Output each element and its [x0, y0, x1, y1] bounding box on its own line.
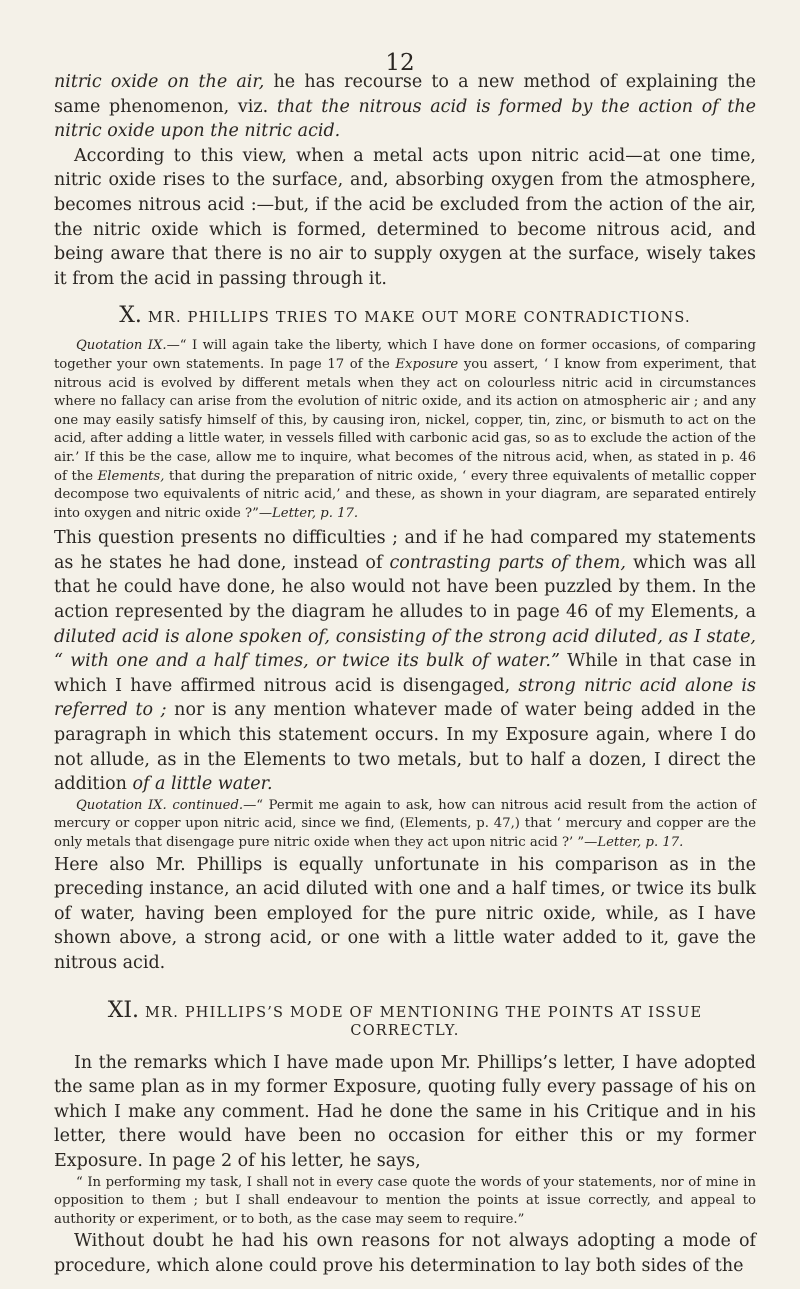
text-run: you assert, ‘ I know from experiment, that nitrous acid is evolved by different metals when they act on colourless nitric acid in circumstances where no fallacy can arise from the evolution of nitric oxide, and its action on atmospheric air ; and any one may easily satisfy himself of this, by causing iron, nickel, copper, tin, zinc, or bismuth to act on the acid, after adding a little water, in vessels filled with carbonic acid gas, so as to exclude the action of the air.’ If this be the case, allow me to inquire, what becomes of the nitrous acid, when, as stated in p. 46 of the — [54, 356, 756, 484]
paragraph-reply — [54, 526, 756, 797]
italic-phrase: nitric oxide on the air, — [54, 72, 265, 92]
section-title: MR. PHILLIPS’S MODE OF MENTIONING THE POINTS AT ISSUE CORRECTLY. — [145, 1004, 703, 1039]
paragraph-comparison: Here also Mr. Phillips is equally unfortunate in his comparison as in the preceding instance, an acid diluted with one and a half times, or twice its bulk of water, having been employed for the pure nitric oxide, while, as I have shown above, a strong acid, or one with a little water added to it, gave the nitrous acid. — [54, 854, 756, 973]
section-number: XI. — [107, 997, 140, 1023]
text-run: he has recourse to a new method of explaining the same phenomenon, viz. — [54, 72, 756, 117]
quotation-label: Quotation IX. continued. — [76, 797, 244, 813]
text-run: —“ Permit me again to ask, how can nitrous acid result from the action of mercury or copper upon nitric acid, since we find, (Elements, p. 47,) that ‘ mercury and copper are the only metals that disengage pure nitric oxide when they act upon nitric acid ?’ ”— — [54, 797, 756, 850]
quotation-source: Letter, p. 17. — [597, 835, 684, 850]
section-heading-xi — [54, 998, 756, 1039]
paragraph-view: According to this view, when a metal acts upon nitric acid—at one time, nitric oxide rises to the surface, and, absorbing oxygen from the atmosphere, becomes nitrous acid :—but, if the acid be excluded from the action of the air, the nitric oxide which is formed, determined to become nitrous acid, and being aware that there is no air to supply oxygen at the surface, wisely takes it from the acid in passing through it. — [54, 145, 756, 289]
quotation-source: Letter, p. 17. — [272, 505, 359, 521]
text-run: While in that case in which I have affirmed nitrous acid is disengaged, — [54, 651, 756, 696]
text-run: —“ I will again take the liberty, which I have done on former occasions, of comparing together your own statements. In page 17 of the — [54, 338, 756, 372]
paragraph-without-doubt: Without doubt he had his own reasons for not always adopting a mode of procedure, which alone could prove his determination to lay both sides of the — [54, 1231, 756, 1276]
text-run: which was all that he could have done, he also would not have been puzzled by them. In the action represented by the diagram he alludes to in page 46 of my Elements, a — [54, 552, 756, 623]
quotation-ix — [54, 337, 756, 523]
section-heading-x — [54, 303, 756, 328]
section-number: X. — [119, 303, 142, 329]
paragraph-continuation — [54, 70, 756, 144]
italic-title: Elements, — [97, 468, 165, 484]
italic-phrase: strong nitric acid alone is referred to ; — [54, 675, 756, 721]
italic-title: Exposure — [395, 356, 459, 372]
section-title: MR. PHILLIPS TRIES TO MAKE OUT MORE CONTRADICTIONS. — [147, 310, 691, 327]
italic-phrase: contrasting parts of them, — [389, 552, 626, 573]
italic-phrase: diluted acid is alone spoken of, consisting of the strong acid diluted, as I state, “ with one and a half times, or twice its bulk of water.” — [54, 626, 756, 672]
text-run: nor is any mention whatever made of water being added in the paragraph in which this statement occurs. In my Exposure again, where I do not allude, as in the Elements to two metals, but to half a dozen, I direct the addition — [54, 700, 756, 795]
quotation-ix-continued — [54, 797, 756, 853]
page-number: 12 — [385, 50, 415, 76]
quotation-letter: “ In performing my task, I shall not in every case quote the words of your statements, nor of mine in opposition to them ; but I shall endeavour to mention the points at issue correctly, and appeal to authority or experiment, or to both, as the case may seem to require.” — [54, 1174, 756, 1227]
text-run: that during the preparation of nitric oxide, ‘ every three equivalents of metallic copper decompose two equivalents of nitric acid,’ and these, as shown in your diagram, are separated entirely into oxygen and nitric oxide ?”— — [54, 468, 756, 521]
quotation-label: Quotation IX. — [76, 338, 167, 354]
italic-phrase: of a little water. — [132, 774, 273, 795]
text-run: This question presents no difficulties ; and if he had compared my statements as he states he had done, instead of — [54, 528, 756, 573]
italic-phrase: that the nitrous acid is formed by the action of the nitric oxide upon the nitric acid. — [54, 96, 757, 142]
paragraph-remarks: In the remarks which I have made upon Mr. Phillips’s letter, I have adopted the same plan as in my former Exposure, quoting fully every passage of his on which I make any comment. Had he done the same in his Critique and in his letter, there would have been no occasion for either this or my former Exposure. In page 2 of his letter, he says, — [54, 1052, 756, 1171]
